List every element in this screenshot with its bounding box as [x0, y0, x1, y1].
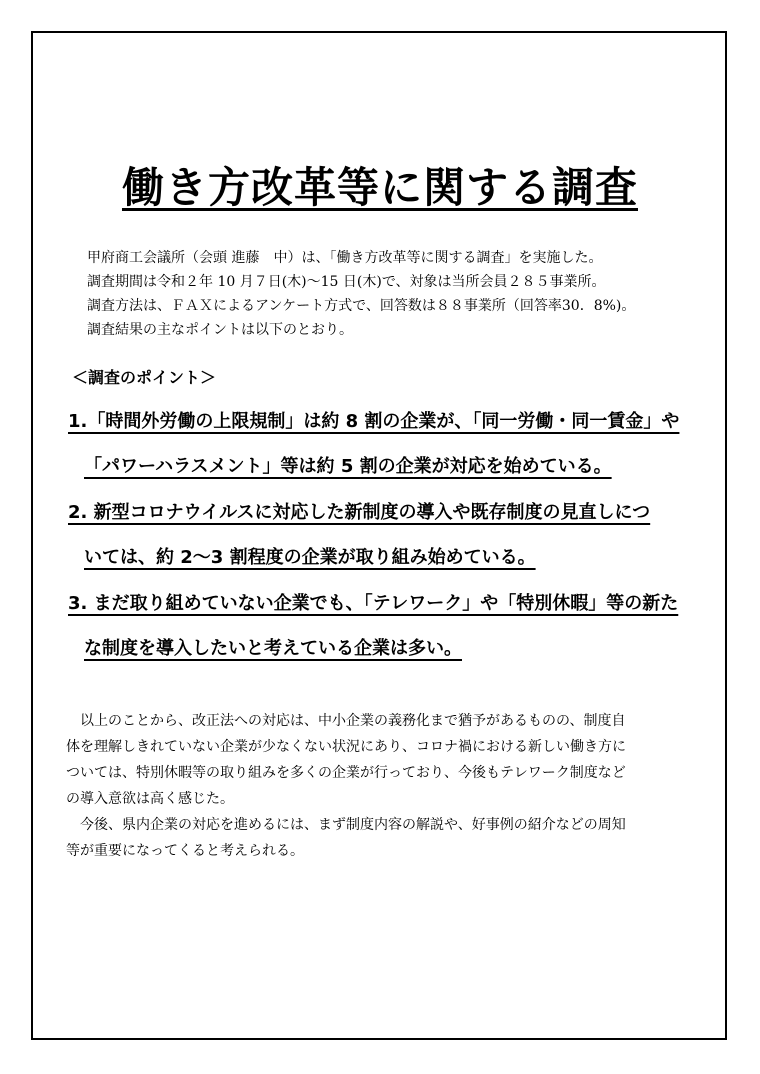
points-heading: ＜調査のポイント＞ — [72, 368, 217, 387]
intro-line: 調査期間は令和２年 10 月７日(木)～15 日(木)で、対象は当所会員２８５事業所。 — [87, 274, 606, 290]
intro-paragraph — [87, 246, 707, 342]
summary-line: ついては、特別休暇等の取り組みを多くの企業が行っており、今後もテレワーク制度など — [66, 765, 626, 781]
intro-line: 調査方法は、ＦＡＸによるアンケート方式で、回答数は８８事業所（回答率30．8%)。 — [87, 298, 636, 314]
summary-line: の導入意欲は高く感じた。 — [66, 791, 234, 807]
summary-line: 体を理解しきれていない企業が少なくない状況にあり、コロナ禍における新しい働き方に — [66, 739, 626, 755]
point-3-line-1: 3. まだ取り組めていない企業でも、「テレワーク」や「特別休暇」等の新た — [68, 593, 679, 614]
point-3-line-2: な制度を導入したいと考えている企業は多い。 — [84, 638, 462, 659]
summary-line: 等が重要になってくると考えられる。 — [66, 843, 304, 859]
point-1-line-2: 「パワーハラスメント」等は約 5 割の企業が対応を始めている。 — [84, 456, 612, 477]
summary-line: 以上のことから、改正法への対応は、中小企業の義務化まで猶予があるものの、制度自 — [66, 713, 626, 729]
intro-line: 調査結果の主なポイントは以下のとおり。 — [87, 322, 353, 338]
document-title-text: 働き方改革等に関する調査 — [121, 163, 638, 212]
summary-paragraph — [66, 708, 700, 864]
summary-line: 今後、県内企業の対応を進めるには、まず制度内容の解説や、好事例の紹介などの周知 — [66, 817, 626, 833]
point-2-line-1: 2. 新型コロナウイルスに対応した新制度の導入や既存制度の見直しにつ — [68, 502, 651, 523]
document-title — [0, 160, 760, 216]
point-2-line-2: いては、約 2～3 割程度の企業が取り組み始めている。 — [84, 547, 536, 568]
point-1-line-1: 1.「時間外労働の上限規制」は約 8 割の企業が、「同一労働・同一賃金」や — [68, 411, 680, 432]
intro-line: 甲府商工会議所（会頭 進藤 中）は、「働き方改革等に関する調査」を実施した。 — [87, 250, 603, 266]
